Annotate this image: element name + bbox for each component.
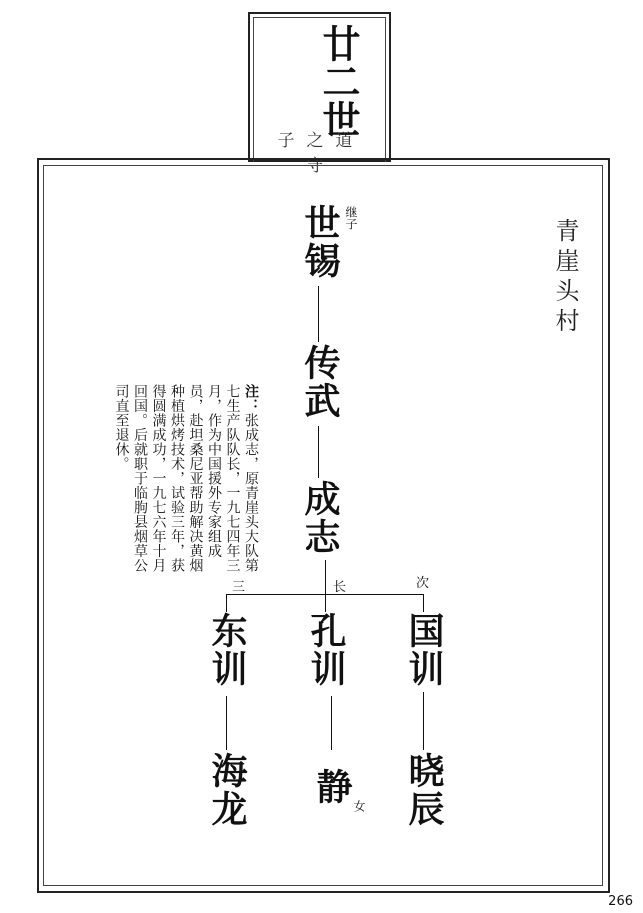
connector-line — [423, 692, 424, 750]
generation-title: 廿二世 — [316, 24, 361, 138]
connector-line — [226, 696, 227, 750]
person-shixi: 世锡 — [299, 204, 341, 280]
tag-adopted-son: 继子 — [344, 206, 358, 230]
connector-line — [325, 594, 326, 612]
biography-note — [112, 384, 260, 584]
village-name: 青崖头村 — [551, 218, 579, 338]
connector-line — [331, 696, 332, 750]
person-hailong: 海龙 — [206, 752, 248, 828]
note-text: 张成志，原青崖头大队第七生产队队长，一九七四年三月，作为中国援外专家组成员，赴坦桑尼亚帮助解决黄烟种植烘烤技术，试验三年，获得圆满成功，一九七六年十月回国。后就职于临朐县烟草公司直至退休。 — [113, 384, 259, 573]
person-xiaochen: 晓辰 — [403, 752, 445, 828]
connector-line — [318, 426, 319, 478]
page-number: 266 — [608, 894, 633, 909]
connector-line — [318, 286, 319, 342]
person-dongxun: 东训 — [206, 612, 248, 688]
connector-line — [325, 560, 326, 594]
connector-line — [226, 594, 227, 612]
person-guoxun: 国训 — [403, 612, 445, 688]
generation-motto: 子之道守 — [277, 131, 365, 176]
connector-line — [423, 594, 424, 612]
person-jing: 静 — [311, 768, 353, 806]
order-label-eldest: 长 — [333, 580, 347, 595]
person-kongxun: 孔训 — [305, 612, 347, 688]
tag-female: 女 — [352, 800, 366, 812]
person-chengzhi: 成志 — [299, 480, 341, 556]
order-label-third: 三 — [232, 580, 246, 595]
person-chuanwu: 传武 — [299, 344, 341, 420]
order-label-second: 次 — [416, 576, 430, 591]
note-label: 注： — [243, 384, 259, 413]
